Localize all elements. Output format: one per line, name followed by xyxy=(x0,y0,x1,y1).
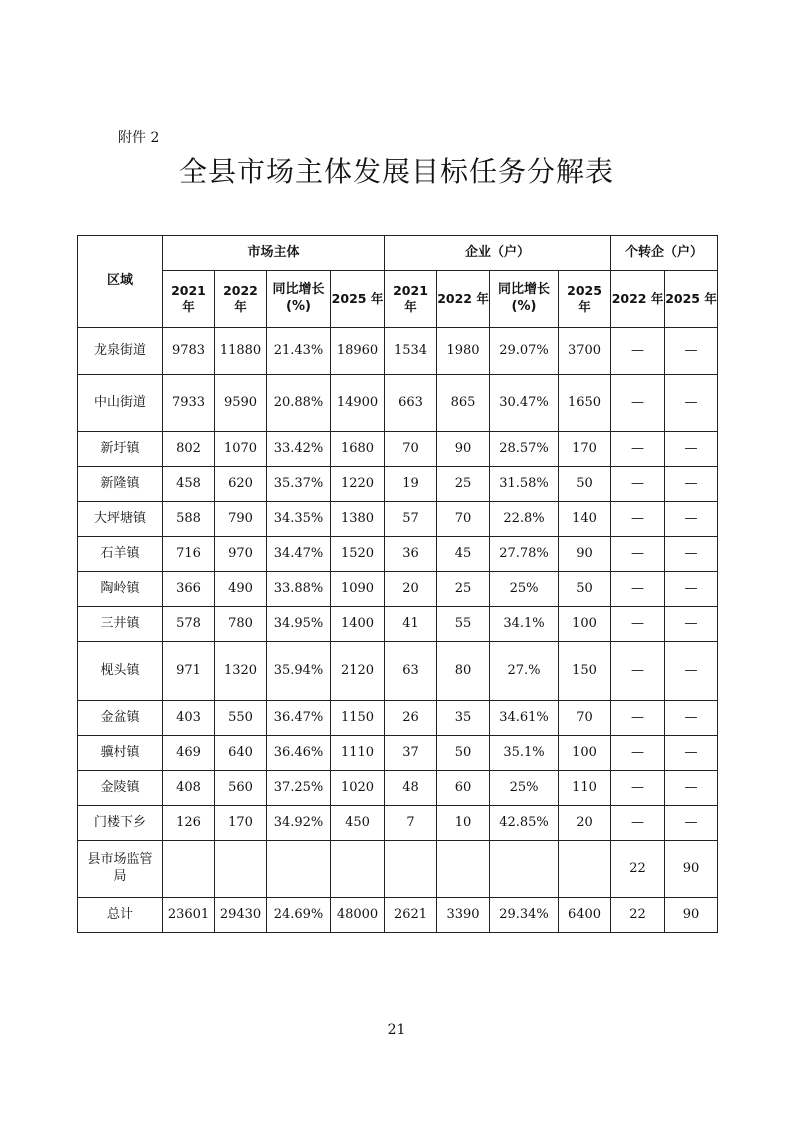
value-cell-m2022: 1070 xyxy=(215,432,267,467)
value-cell-m2021: 802 xyxy=(163,432,215,467)
table-row xyxy=(78,328,718,375)
value-cell-mgrowth: 34.35% xyxy=(267,502,331,537)
value-cell-e2022: 70 xyxy=(437,502,490,537)
value-cell-e2022: 35 xyxy=(437,701,490,736)
value-cell-m2021: 408 xyxy=(163,771,215,806)
table-row xyxy=(78,701,718,736)
value-cell-egrowth: 25% xyxy=(490,572,559,607)
region-cell: 中山街道 xyxy=(78,375,163,432)
value-cell-mgrowth: 34.95% xyxy=(267,607,331,642)
group-header-enterprises: 企业（户） xyxy=(385,236,611,271)
value-cell-m2025 xyxy=(331,841,385,898)
value-cell-m2025: 450 xyxy=(331,806,385,841)
value-cell-m2022: 560 xyxy=(215,771,267,806)
value-cell-e2021: 1534 xyxy=(385,328,437,375)
value-cell-m2025: 14900 xyxy=(331,375,385,432)
value-cell-e2021: 70 xyxy=(385,432,437,467)
growth-label: 同比增长 xyxy=(498,282,551,298)
growth-label: 同比增长 xyxy=(272,282,325,298)
region-cell: 门楼下乡 xyxy=(78,806,163,841)
value-cell-mgrowth: 33.42% xyxy=(267,432,331,467)
attachment-label: 附件 2 xyxy=(118,130,160,146)
region-cell: 大坪塘镇 xyxy=(78,502,163,537)
value-cell-m2021: 588 xyxy=(163,502,215,537)
value-cell-mgrowth: 24.69% xyxy=(267,898,331,933)
region-cell: 陶岭镇 xyxy=(78,572,163,607)
value-cell-m2022: 620 xyxy=(215,467,267,502)
value-cell-m2022: 780 xyxy=(215,607,267,642)
page-number: 21 xyxy=(387,1022,406,1038)
value-cell-t2025: — xyxy=(665,642,718,701)
value-cell-e2021: 19 xyxy=(385,467,437,502)
value-cell-mgrowth: 33.88% xyxy=(267,572,331,607)
value-cell-t2025: — xyxy=(665,467,718,502)
value-cell-mgrowth: 20.88% xyxy=(267,375,331,432)
value-cell-m2021 xyxy=(163,841,215,898)
value-cell-e2022: 50 xyxy=(437,736,490,771)
value-cell-t2025: — xyxy=(665,736,718,771)
region-header: 区域 xyxy=(78,236,163,328)
region-cell: 县市场监管局 xyxy=(78,841,163,898)
value-cell-m2021: 126 xyxy=(163,806,215,841)
value-cell-egrowth: 29.07% xyxy=(490,328,559,375)
value-cell-t2022: 22 xyxy=(611,841,665,898)
value-cell-e2025: 50 xyxy=(559,467,611,502)
value-cell-e2025: 100 xyxy=(559,736,611,771)
value-cell-e2022: 60 xyxy=(437,771,490,806)
value-cell-e2021: 2621 xyxy=(385,898,437,933)
value-cell-egrowth: 29.34% xyxy=(490,898,559,933)
value-cell-t2022: — xyxy=(611,375,665,432)
value-cell-t2022: 22 xyxy=(611,898,665,933)
col-growth xyxy=(267,271,331,328)
table-row xyxy=(78,841,718,898)
value-cell-t2025: — xyxy=(665,607,718,642)
value-cell-m2021: 23601 xyxy=(163,898,215,933)
table-row xyxy=(78,607,718,642)
value-cell-m2025: 2120 xyxy=(331,642,385,701)
value-cell-t2022: — xyxy=(611,701,665,736)
table-row xyxy=(78,572,718,607)
value-cell-t2022: — xyxy=(611,806,665,841)
value-cell-m2025: 48000 xyxy=(331,898,385,933)
target-task-table xyxy=(77,235,718,933)
value-cell-egrowth: 34.1% xyxy=(490,607,559,642)
value-cell-m2025: 1680 xyxy=(331,432,385,467)
value-cell-e2021: 48 xyxy=(385,771,437,806)
value-cell-m2022: 490 xyxy=(215,572,267,607)
value-cell-m2025: 1380 xyxy=(331,502,385,537)
value-cell-egrowth: 30.47% xyxy=(490,375,559,432)
table-row xyxy=(78,642,718,701)
value-cell-t2025: — xyxy=(665,701,718,736)
region-cell: 骥村镇 xyxy=(78,736,163,771)
value-cell-mgrowth: 21.43% xyxy=(267,328,331,375)
col-growth xyxy=(490,271,559,328)
region-cell: 龙泉街道 xyxy=(78,328,163,375)
region-cell: 金陵镇 xyxy=(78,771,163,806)
col-2021: 2021 年 xyxy=(163,271,215,328)
value-cell-t2025: 90 xyxy=(665,841,718,898)
value-cell-e2022 xyxy=(437,841,490,898)
value-cell-mgrowth: 34.92% xyxy=(267,806,331,841)
value-cell-t2022: — xyxy=(611,736,665,771)
value-cell-t2025: — xyxy=(665,806,718,841)
value-cell-e2025: 140 xyxy=(559,502,611,537)
value-cell-egrowth: 25% xyxy=(490,771,559,806)
value-cell-e2025: 110 xyxy=(559,771,611,806)
value-cell-t2025: 90 xyxy=(665,898,718,933)
value-cell-mgrowth: 36.47% xyxy=(267,701,331,736)
value-cell-t2025: — xyxy=(665,432,718,467)
table-row xyxy=(78,771,718,806)
value-cell-e2022: 3390 xyxy=(437,898,490,933)
value-cell-m2021: 9783 xyxy=(163,328,215,375)
value-cell-e2022: 90 xyxy=(437,432,490,467)
col-2022: 2022 年 xyxy=(611,271,665,328)
value-cell-m2022: 9590 xyxy=(215,375,267,432)
growth-unit: (%) xyxy=(511,299,537,314)
table-header-row xyxy=(78,236,718,271)
value-cell-t2025: — xyxy=(665,537,718,572)
value-cell-m2022: 790 xyxy=(215,502,267,537)
value-cell-t2025: — xyxy=(665,771,718,806)
value-cell-mgrowth: 36.46% xyxy=(267,736,331,771)
value-cell-e2021: 20 xyxy=(385,572,437,607)
value-cell-e2025: 1650 xyxy=(559,375,611,432)
value-cell-e2022: 1980 xyxy=(437,328,490,375)
col-2025: 2025 年 xyxy=(665,271,718,328)
group-header-market-entities: 市场主体 xyxy=(163,236,385,271)
value-cell-mgrowth: 35.94% xyxy=(267,642,331,701)
value-cell-m2022: 170 xyxy=(215,806,267,841)
value-cell-m2021: 7933 xyxy=(163,375,215,432)
value-cell-e2022: 10 xyxy=(437,806,490,841)
value-cell-m2022: 29430 xyxy=(215,898,267,933)
value-cell-t2022: — xyxy=(611,607,665,642)
table-row xyxy=(78,467,718,502)
value-cell-e2021: 26 xyxy=(385,701,437,736)
value-cell-t2022: — xyxy=(611,432,665,467)
value-cell-m2022: 970 xyxy=(215,537,267,572)
value-cell-t2025: — xyxy=(665,502,718,537)
value-cell-t2022: — xyxy=(611,502,665,537)
value-cell-egrowth: 22.8% xyxy=(490,502,559,537)
value-cell-mgrowth: 37.25% xyxy=(267,771,331,806)
value-cell-e2025: 50 xyxy=(559,572,611,607)
value-cell-e2025: 70 xyxy=(559,701,611,736)
value-cell-mgrowth: 35.37% xyxy=(267,467,331,502)
value-cell-m2021: 971 xyxy=(163,642,215,701)
value-cell-m2025: 1090 xyxy=(331,572,385,607)
col-2025: 2025 年 xyxy=(331,271,385,328)
table-row xyxy=(78,375,718,432)
region-cell: 金盆镇 xyxy=(78,701,163,736)
value-cell-egrowth: 35.1% xyxy=(490,736,559,771)
value-cell-e2022: 80 xyxy=(437,642,490,701)
col-2021: 2021 年 xyxy=(385,271,437,328)
value-cell-mgrowth xyxy=(267,841,331,898)
value-cell-m2022: 550 xyxy=(215,701,267,736)
value-cell-e2021: 41 xyxy=(385,607,437,642)
value-cell-m2025: 1400 xyxy=(331,607,385,642)
col-2025: 2025 年 xyxy=(559,271,611,328)
group-header-individual-to-enterprise: 个转企（户） xyxy=(611,236,718,271)
value-cell-m2021: 716 xyxy=(163,537,215,572)
value-cell-egrowth: 31.58% xyxy=(490,467,559,502)
value-cell-e2025: 20 xyxy=(559,806,611,841)
value-cell-t2025: — xyxy=(665,328,718,375)
region-cell: 新圩镇 xyxy=(78,432,163,467)
value-cell-t2025: — xyxy=(665,572,718,607)
value-cell-m2021: 458 xyxy=(163,467,215,502)
value-cell-egrowth: 27.% xyxy=(490,642,559,701)
value-cell-t2025: — xyxy=(665,375,718,432)
table-row xyxy=(78,502,718,537)
value-cell-e2025: 90 xyxy=(559,537,611,572)
value-cell-m2025: 18960 xyxy=(331,328,385,375)
value-cell-m2025: 1150 xyxy=(331,701,385,736)
value-cell-e2022: 865 xyxy=(437,375,490,432)
col-2022: 2022 年 xyxy=(437,271,490,328)
region-cell: 新隆镇 xyxy=(78,467,163,502)
value-cell-e2022: 25 xyxy=(437,467,490,502)
value-cell-m2022 xyxy=(215,841,267,898)
region-cell: 三井镇 xyxy=(78,607,163,642)
value-cell-egrowth: 42.85% xyxy=(490,806,559,841)
table-row xyxy=(78,432,718,467)
value-cell-m2021: 403 xyxy=(163,701,215,736)
value-cell-e2022: 55 xyxy=(437,607,490,642)
value-cell-e2025: 170 xyxy=(559,432,611,467)
value-cell-egrowth: 34.61% xyxy=(490,701,559,736)
value-cell-e2025: 100 xyxy=(559,607,611,642)
value-cell-m2021: 578 xyxy=(163,607,215,642)
value-cell-m2021: 366 xyxy=(163,572,215,607)
value-cell-e2022: 25 xyxy=(437,572,490,607)
value-cell-e2025 xyxy=(559,841,611,898)
value-cell-egrowth: 27.78% xyxy=(490,537,559,572)
value-cell-m2022: 11880 xyxy=(215,328,267,375)
value-cell-mgrowth: 34.47% xyxy=(267,537,331,572)
value-cell-e2022: 45 xyxy=(437,537,490,572)
value-cell-t2022: — xyxy=(611,537,665,572)
value-cell-egrowth: 28.57% xyxy=(490,432,559,467)
col-2022: 2022 年 xyxy=(215,271,267,328)
table-row xyxy=(78,806,718,841)
region-cell: 石羊镇 xyxy=(78,537,163,572)
table-row xyxy=(78,537,718,572)
value-cell-e2021 xyxy=(385,841,437,898)
value-cell-t2022: — xyxy=(611,771,665,806)
value-cell-m2025: 1520 xyxy=(331,537,385,572)
value-cell-e2021: 57 xyxy=(385,502,437,537)
value-cell-m2022: 640 xyxy=(215,736,267,771)
value-cell-e2021: 7 xyxy=(385,806,437,841)
value-cell-m2025: 1020 xyxy=(331,771,385,806)
table-row xyxy=(78,898,718,933)
value-cell-m2021: 469 xyxy=(163,736,215,771)
page-title: 全县市场主体发展目标任务分解表 xyxy=(178,155,614,188)
growth-unit: (%) xyxy=(286,299,311,314)
value-cell-t2022: — xyxy=(611,328,665,375)
value-cell-t2022: — xyxy=(611,467,665,502)
value-cell-e2025: 6400 xyxy=(559,898,611,933)
value-cell-egrowth xyxy=(490,841,559,898)
value-cell-e2021: 37 xyxy=(385,736,437,771)
value-cell-t2022: — xyxy=(611,572,665,607)
table-subheader-row xyxy=(78,271,718,328)
value-cell-e2025: 150 xyxy=(559,642,611,701)
value-cell-e2021: 36 xyxy=(385,537,437,572)
region-cell: 枧头镇 xyxy=(78,642,163,701)
value-cell-e2025: 3700 xyxy=(559,328,611,375)
value-cell-m2025: 1110 xyxy=(331,736,385,771)
value-cell-e2021: 63 xyxy=(385,642,437,701)
table-row xyxy=(78,736,718,771)
value-cell-m2022: 1320 xyxy=(215,642,267,701)
region-cell: 总计 xyxy=(78,898,163,933)
value-cell-t2022: — xyxy=(611,642,665,701)
value-cell-e2021: 663 xyxy=(385,375,437,432)
value-cell-m2025: 1220 xyxy=(331,467,385,502)
